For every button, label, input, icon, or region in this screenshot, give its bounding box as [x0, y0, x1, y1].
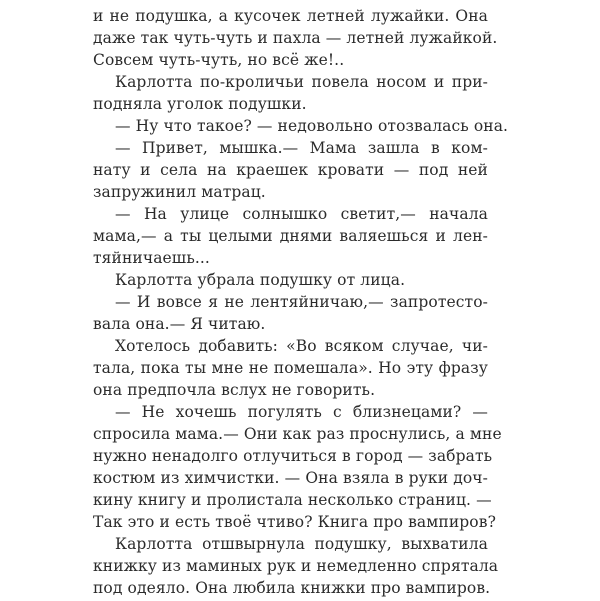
text-line: и не подушка, а кусочек летней лужайки. Она	[93, 7, 488, 25]
text-line: — Ну что такое? — недовольно отозвалась она.	[115, 117, 509, 135]
text-line: Хотелось добавить: «Во всяком случае, чи-	[115, 337, 488, 355]
text-line: нату и села на краешек кровати — под ней	[93, 161, 488, 179]
text-line: — Привет, мышка.— Мама зашла в ком-	[115, 139, 488, 157]
text-line: даже так чуть-чуть и пахла — летней лужайкой.	[93, 29, 498, 47]
text-line: книжку из маминых рук и немедленно спрятала	[93, 557, 499, 575]
text-line: тяйничаешь...	[93, 249, 210, 267]
text-line: нужно ненадолго отлучиться в город — забрать	[93, 447, 493, 465]
text-line: спросила мама.— Они как раз проснулись, а мне	[93, 425, 502, 443]
text-line: — И вовсе я не лентяйничаю,— запротесто-	[115, 293, 488, 311]
text-line: тала, пока ты мне не помешала». Но эту фразу	[93, 359, 488, 377]
text-line: Так это и есть твоё чтиво? Книга про вампиров?	[93, 513, 496, 531]
text-line: Карлотта по-кроличьи повела носом и при-	[115, 73, 488, 91]
text-line: Карлотта отшвырнула подушку, выхватила	[115, 535, 488, 553]
text-line: мама,— а ты целыми днями валяешься и лен-	[93, 227, 488, 245]
text-line: вала она.— Я читаю.	[93, 315, 266, 333]
text-line: под одеяло. Она любила книжки про вампиров.	[93, 579, 491, 597]
text-line: — На улице солнышко светит,— начала	[115, 205, 488, 223]
text-line: кину книгу и пролистала несколько страниц. —	[93, 491, 492, 509]
text-line: костюм из химчистки. — Она взяла в руки доч-	[93, 469, 488, 487]
text-line: Совсем чуть-чуть, но всё же!..	[93, 51, 345, 69]
text-line: Карлотта убрала подушку от лица.	[115, 271, 406, 289]
text-line: — Не хочешь погулять с близнецами? —	[115, 403, 488, 421]
text-line: запружинил матрац.	[93, 183, 266, 201]
text-line: подняла уголок подушки.	[93, 95, 307, 113]
text-line: она предпочла вслух не говорить.	[93, 381, 376, 399]
